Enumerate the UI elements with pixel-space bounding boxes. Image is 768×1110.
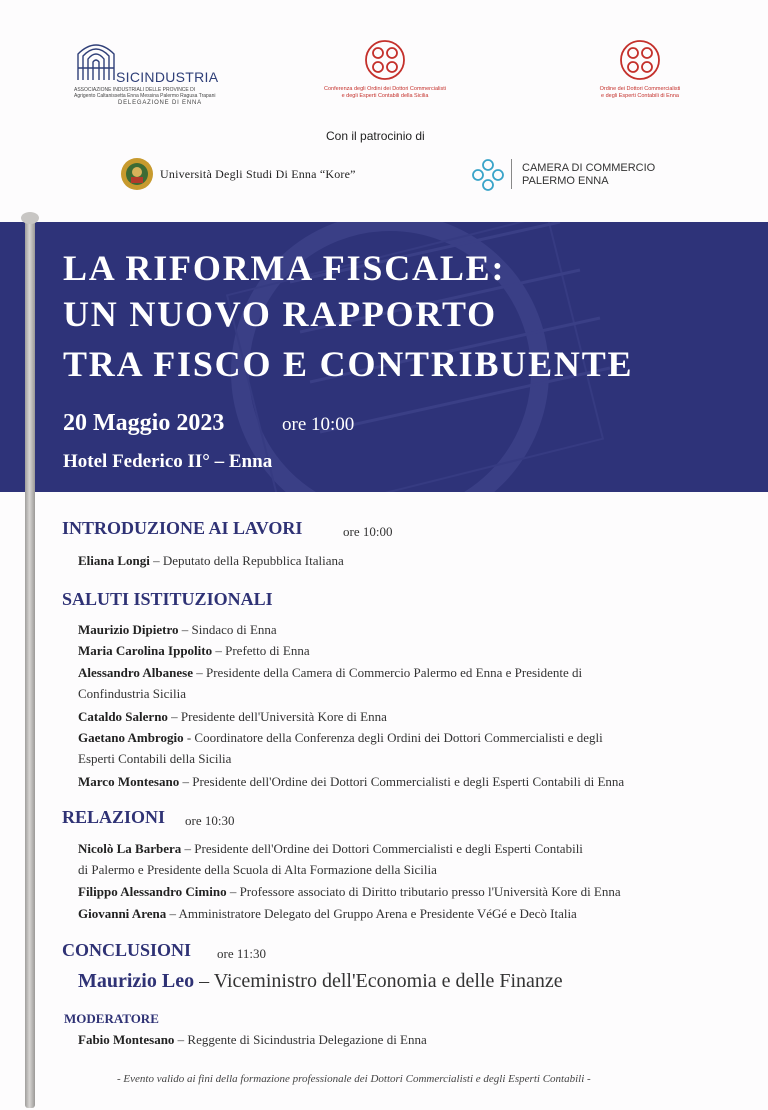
universita-name: Università Degli Studi Di Enna “Kore” — [160, 167, 356, 181]
intro-section-time: ore 10:00 — [343, 524, 393, 539]
saluti-item: Confindustria Sicilia — [78, 686, 186, 701]
saluti-item: Cataldo Salerno – Presidente dell'Università Kore di Enna — [78, 709, 387, 724]
ordine-emblem-icon — [618, 38, 662, 82]
ordine-line2: e degli Esperti Contabili di Enna — [601, 93, 679, 99]
intro-speaker: Eliana Longi – Deputato della Repubblica Italiana — [78, 553, 344, 568]
event-time: ore 10:00 — [282, 414, 355, 435]
conferenza-logo — [300, 38, 470, 108]
intro-section-title: INTRODUZIONE AI LAVORI — [62, 518, 303, 538]
relazioni-item: Filippo Alessandro Cimino – Professore associato di Diritto tributario presso l'Università Kore di Enna — [78, 884, 621, 899]
patrocinio-label: Con il patrocinio di — [326, 129, 425, 143]
saluti-item: Gaetano Ambrogio - Coordinatore della Conferenza degli Ordini dei Dottori Commercialisti e degli — [78, 730, 603, 745]
relazioni-section-time: ore 10:30 — [185, 813, 235, 828]
relazioni-item: di Palermo e Presidente della Scuola di Alta Formazione della Sicilia — [78, 862, 437, 877]
title-line-2: UN NUOVO RAPPORTO — [63, 294, 497, 334]
conclusioni-speaker: Maurizio Leo – Viceministro dell'Economia e delle Finanze — [78, 970, 563, 992]
relazioni-section-title: RELAZIONI — [62, 807, 166, 827]
conferenza-emblem-icon — [363, 38, 407, 82]
kore-seal-icon — [120, 157, 154, 191]
saluti-item: Alessandro Albanese – Presidente della Camera di Commercio Palermo ed Enna e Presidente di — [78, 665, 583, 680]
camera-line2: PALERMO ENNA — [522, 175, 609, 187]
conclusioni-section-title: CONCLUSIONI — [62, 940, 192, 960]
flag-pole — [25, 218, 35, 1108]
event-venue: Hotel Federico II° – Enna — [63, 451, 273, 472]
saluti-item: Maria Carolina Ippolito – Prefetto di Enna — [78, 643, 310, 658]
moderatore-section-title: MODERATORE — [64, 1011, 159, 1026]
conclusioni-section-time: ore 11:30 — [217, 946, 266, 961]
camera-logo — [470, 157, 670, 193]
footer-note: - Evento valido ai fini della formazione professionale dei Dottori Commercialisti e degli Esperti Contabili - — [117, 1073, 591, 1085]
sicindustria-sub2: Agrigento Caltanissetta Enna Messina Palermo Ragusa Trapani — [74, 93, 216, 99]
camera-commercio-icon — [470, 157, 506, 193]
conferenza-line2: e degli Esperti Contabili della Sicilia — [341, 93, 429, 99]
sicindustria-delegation: DELEGAZIONE DI ENNA — [118, 100, 202, 106]
saluti-item: Maurizio Dipietro – Sindaco di Enna — [78, 622, 277, 637]
sicindustria-name: SICINDUSTRIA — [116, 69, 219, 85]
relazioni-item: Nicolò La Barbera – Presidente dell'Ordine dei Dottori Commercialisti e degli Esperti Contabili — [78, 841, 583, 856]
title-line-3: TRA FISCO E CONTRIBUENTE — [63, 344, 634, 384]
ordine-line1: Ordine dei Dottori Commercialisti — [599, 86, 681, 92]
relazioni-item: Giovanni Arena – Amministratore Delegato del Gruppo Arena e Presidente VéGé e Decò Italia — [78, 906, 577, 921]
ordine-logo — [580, 38, 700, 108]
title-banner — [0, 222, 768, 492]
sicindustria-sub1: ASSOCIAZIONE INDUSTRIALI DELLE PROVINCE DI — [74, 87, 196, 93]
saluti-item: Marco Montesano – Presidente dell'Ordine dei Dottori Commercialisti e degli Esperti Contabili di Enna — [78, 774, 625, 789]
moderatore-speaker: Fabio Montesano – Reggente di Sicindustria Delegazione di Enna — [78, 1032, 427, 1047]
title-line-1: LA RIFORMA FISCALE: — [63, 248, 506, 288]
saluti-item: Esperti Contabili della Sicilia — [78, 751, 232, 766]
saluti-section-title: SALUTI ISTITUZIONALI — [62, 589, 273, 609]
conferenza-line1: Conferenza degli Ordini dei Dottori Commercialisti — [324, 86, 446, 92]
flag-pole-cap — [21, 212, 39, 224]
camera-line1: CAMERA DI COMMERCIO — [522, 162, 656, 174]
sicindustria-logo — [70, 40, 220, 110]
universita-logo — [120, 157, 380, 193]
sicindustria-emblem-icon — [72, 40, 120, 82]
event-date: 20 Maggio 2023 — [63, 410, 225, 436]
